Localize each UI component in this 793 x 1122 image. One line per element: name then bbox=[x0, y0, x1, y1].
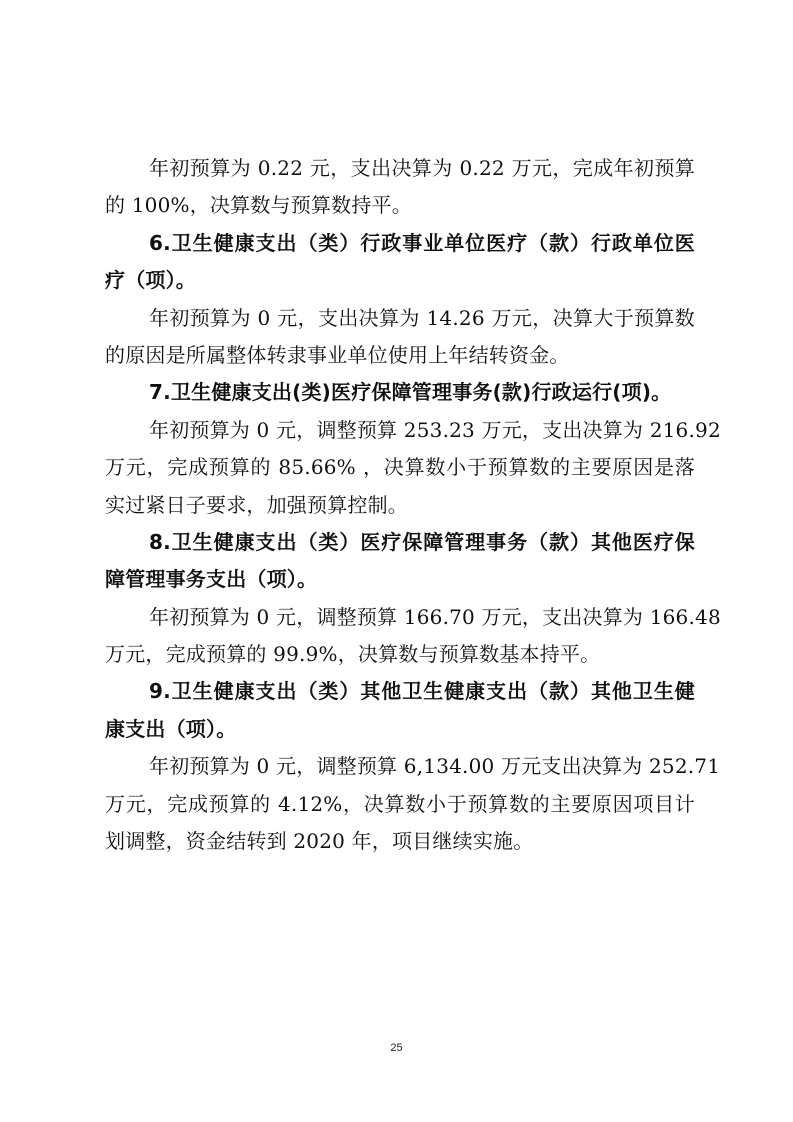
text-line: 年初预算为 0.22 元，支出决算为 0.22 万元，完成年初预算 bbox=[149, 156, 695, 180]
text-line: 万元，完成预算的 85.66% ，决算数小于预算数的主要原因是落 bbox=[105, 455, 695, 480]
page-number: 25 bbox=[390, 1042, 403, 1054]
section-heading bbox=[105, 225, 695, 300]
text-line: 障管理事务支出（项）。 bbox=[105, 567, 318, 592]
text-line: 万元，完成预算的 4.12%，决算数小于预算数的主要原因项目计 bbox=[105, 791, 695, 816]
text-line: 康支出（项）。 bbox=[105, 716, 237, 741]
body-paragraph bbox=[105, 412, 721, 524]
text-line: 7.卫生健康支出(类)医疗保障管理事务(款)行政运行(项)。 bbox=[149, 380, 672, 405]
body-paragraph bbox=[105, 300, 695, 375]
body-paragraph bbox=[105, 599, 721, 674]
document-body bbox=[105, 150, 721, 860]
body-paragraph bbox=[105, 748, 721, 860]
text-line: 划调整，资金结转到 2020 年，项目继续实施。 bbox=[105, 829, 534, 854]
text-line: 疗（项）。 bbox=[105, 268, 196, 293]
text-line: 8.卫生健康支出（类）医疗保障管理事务（款）其他医疗保 bbox=[149, 529, 695, 554]
text-line: 年初预算为 0 元，支出决算为 14.26 万元，决算大于预算数 bbox=[149, 305, 695, 330]
text-line: 9.卫生健康支出（类）其他卫生健康支出（款）其他卫生健 bbox=[149, 679, 695, 704]
body-paragraph bbox=[105, 150, 695, 225]
text-line: 实过紧日子要求，加强预算控制。 bbox=[105, 492, 408, 517]
text-line: 年初预算为 0 元，调整预算 253.23 万元，支出决算为 216.92 bbox=[149, 417, 721, 442]
text-line: 万元，完成预算的 99.9%，决算数与预算数基本持平。 bbox=[105, 642, 601, 667]
section-heading bbox=[105, 673, 695, 748]
section-heading bbox=[105, 374, 695, 411]
text-line: 年初预算为 0 元，调整预算 6,134.00 万元支出决算为 252.71 bbox=[149, 754, 721, 779]
text-line: 6.卫生健康支出（类）行政事业单位医疗（款）行政单位医 bbox=[149, 230, 695, 255]
text-line: 的原因是所属整体转隶事业单位使用上年结转资金。 bbox=[105, 342, 570, 367]
text-line: 年初预算为 0 元，调整预算 166.70 万元，支出决算为 166.48 bbox=[149, 604, 721, 629]
section-heading bbox=[105, 524, 695, 599]
text-line: 的 100%，决算数与预算数持平。 bbox=[105, 193, 412, 218]
